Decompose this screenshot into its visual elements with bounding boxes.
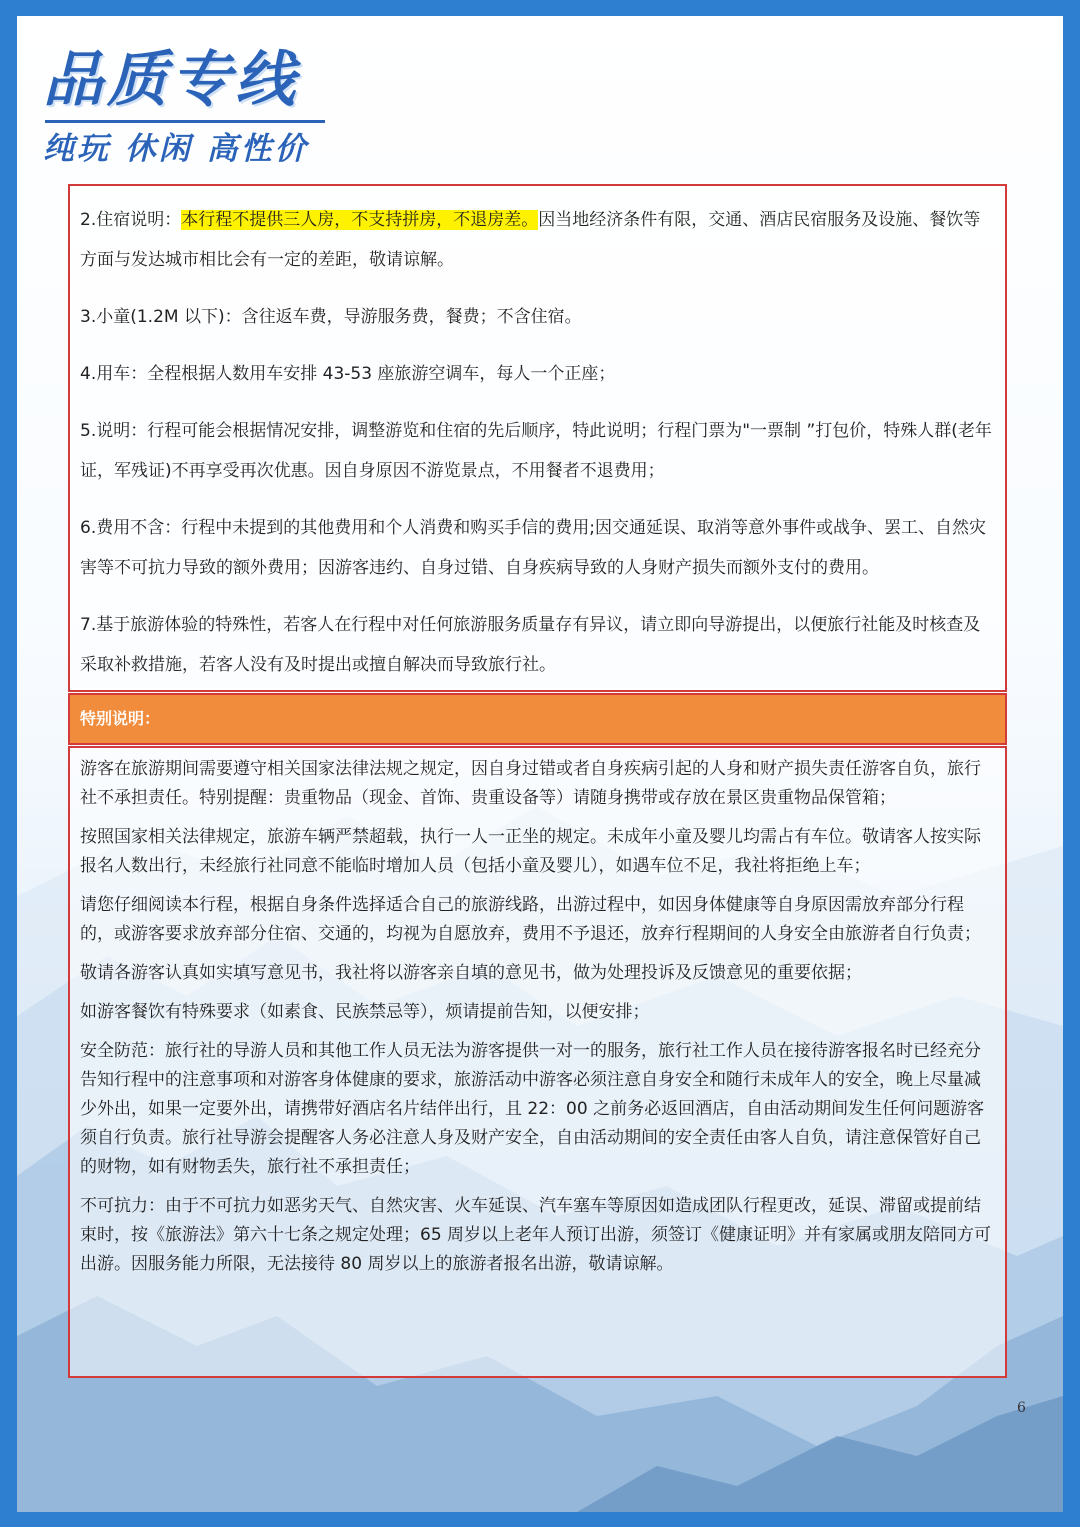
note-child: 3.小童(1.2M 以下)：含往返车费，导游服务费，餐费；不含住宿。	[80, 307, 582, 327]
notes-box	[68, 184, 1007, 692]
brand-logo	[43, 44, 325, 169]
brochure-page	[17, 16, 1063, 1512]
note-accommodation-rest: 因当地经济条件有限，交通、酒店民宿服务及设施、餐饮等方面与发达城市相比会有一定的差距，敬请谅解。	[80, 210, 981, 270]
special-paragraph: 请您仔细阅读本行程，根据自身条件选择适合自己的旅游线路，出游过程中，如因身体健康等自身原因需放弃部分行程的，或游客要求放弃部分住宿、交通的，均视为自愿放弃，费用不予退还，放弃行程期间的人身安全由旅游者自行负责；	[80, 895, 981, 944]
note-accommodation-prefix: 2.住宿说明：	[80, 210, 182, 230]
page-number: 6	[1017, 1400, 1026, 1416]
note-vehicle: 4.用车：全程根据人数用车安排 43-53 座旅游空调车，每人一个正座；	[80, 364, 616, 384]
special-paragraph: 安全防范：旅行社的导游人员和其他工作人员无法为游客提供一对一的服务，旅行社工作人员在接待游客报名时已经充分告知行程中的注意事项和对游客身体健康的要求，旅游活动中游客必须注意自身安全和随行未成年人的安全，晚上尽量减少外出，如果一定要外出，请携带好酒店名片结伴出行，且 22：00 之前务必返回酒店，自由活动期间发生任何问题游客须自行负责。旅行社导游会提醒客人务必注意人身及财产安全，自由活动期间的安全责任由客人自负，请注意保管好自己的财物，如有财物丢失，旅行社不承担责任；	[80, 1041, 985, 1177]
special-paragraph: 如游客餐饮有特殊要求（如素食、民族禁忌等），烦请提前告知，以便安排；	[80, 1002, 650, 1022]
note-explanation: 5.说明：行程可能会根据情况安排，调整游览和住宿的先后顺序，特此说明；行程门票为"一票制 ”打包价，特殊人群(老年证，军残证)不再享受再次优惠。因自身原因不游览景点，不用餐者不退费用；	[80, 421, 992, 481]
note-accommodation	[80, 200, 995, 280]
special-paragraph: 按照国家相关法律规定，旅游车辆严禁超载，执行一人一正坐的规定。未成年小童及婴儿均需占有车位。敬请客人按实际报名人数出行，未经旅行社同意不能临时增加人员（包括小童及婴儿），如遇车位不足，我社将拒绝上车；	[80, 827, 981, 876]
note-accommodation-highlight: 本行程不提供三人房，不支持拼房，不退房差。	[181, 210, 539, 230]
note-excluded: 6.费用不含：行程中未提到的其他费用和个人消费和购买手信的费用;因交通延误、取消等意外事件或战争、罢工、自然灾害等不可抗力导致的额外费用；因游客违约、自身过错、自身疾病导致的人身财产损失而额外支付的费用。	[80, 518, 986, 578]
special-box	[68, 746, 1007, 1378]
brand-underline	[45, 120, 325, 123]
brand-subtitle: 纯玩 休闲 高性价	[43, 131, 309, 167]
special-paragraph: 游客在旅游期间需要遵守相关国家法律法规之规定，因自身过错或者自身疾病引起的人身和财产损失责任游客自负，旅行社不承担责任。特别提醒：贵重物品（现金、首饰、贵重设备等）请随身携带或存放在景区贵重物品保管箱；	[80, 759, 981, 808]
brand-title: 品质专线	[43, 45, 299, 115]
special-heading: 特别说明：	[68, 693, 1007, 745]
special-paragraph: 不可抗力：由于不可抗力如恶劣天气、自然灾害、火车延误、汽车塞车等原因如造成团队行程更改，延误、滞留或提前结束时，按《旅游法》第六十七条之规定处理；65 周岁以上老年人预订出游，须签订《健康证明》并有家属或朋友陪同方可出游。因服务能力所限，无法接待 80 周岁以上的旅游者报名出游，敬请谅解。	[80, 1196, 992, 1274]
special-paragraph: 敬请各游客认真如实填写意见书，我社将以游客亲自填的意见书，做为处理投诉及反馈意见的重要依据；	[80, 963, 862, 983]
note-special-nature: 7.基于旅游体验的特殊性，若客人在行程中对任何旅游服务质量存有异议，请立即向导游提出，以便旅行社能及时核查及采取补救措施，若客人没有及时提出或擅自解决而导致旅行社。	[80, 615, 981, 675]
